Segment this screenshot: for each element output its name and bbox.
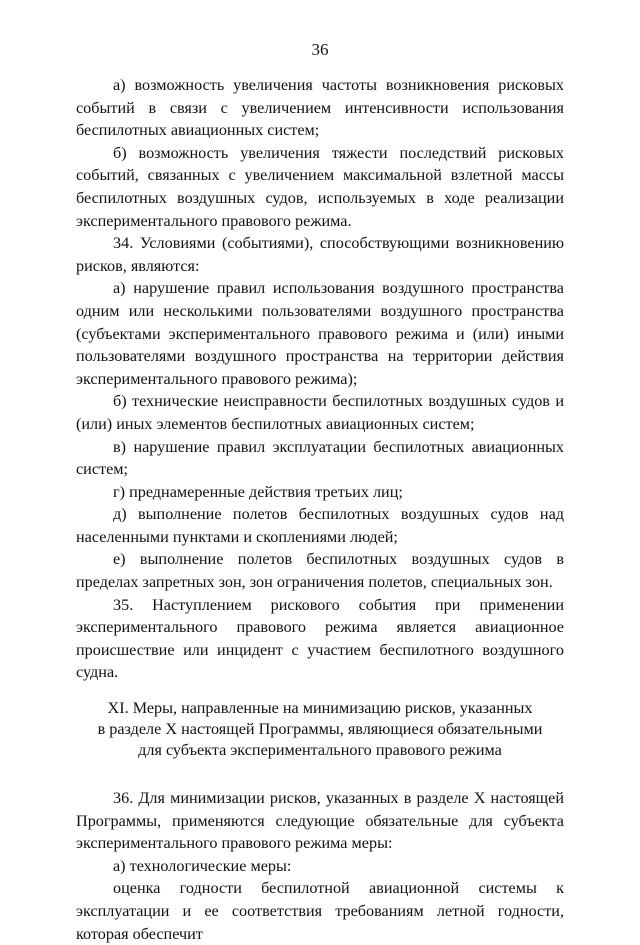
section-heading-line-1: XI. Меры, направленные на минимизацию рисков, указанных xyxy=(107,699,533,718)
page-number: 36 xyxy=(311,40,329,59)
section-heading-line-3: для субъекта экспериментального правового режима xyxy=(138,741,502,760)
paragraph-technical-faults: б) технические неисправности беспилотных воздушных судов и (или) иных элементов беспилотных авиационных систем; xyxy=(76,392,564,433)
section-heading xyxy=(76,698,564,761)
paragraph-item-36: 36. Для минимизации рисков, указанных в разделе X настоящей Программы, применяются следующие обязательные для субъекта экспериментального правового режима меры: xyxy=(76,789,564,853)
paragraph-item-34: 34. Условиями (событиями), способствующими возникновению рисков, являются: xyxy=(76,234,564,275)
paragraph-technological-measures: а) технологические меры: xyxy=(113,856,292,875)
paragraph-flights-over-settlements: д) выполнение полетов беспилотных воздушных судов над населенными пунктами и скоплениями людей; xyxy=(76,505,564,546)
paragraph-airworthiness-assessment: оценка годности беспилотной авиационной системы к эксплуатации и ее соответствия требованиям летной годности, которая обеспечит xyxy=(76,879,564,943)
paragraph-third-party-actions: г) преднамеренные действия третьих лиц; xyxy=(113,482,403,501)
section-heading-line-2: в разделе X настоящей Программы, являющиеся обязательными xyxy=(97,720,543,739)
paragraph-risk-frequency: а) возможность увеличения частоты возникновения рисковых событий в связи с увеличением интенсивности использования беспилотных авиационных систем; xyxy=(76,76,564,140)
paragraph-operation-violation: в) нарушение правил эксплуатации беспилотных авиационных систем; xyxy=(76,437,564,479)
paragraph-item-35: 35. Наступлением рискового события при применении экспериментального правового режима является авиационное происшествие или инцидент с участием беспилотного воздушного судна. xyxy=(76,595,564,682)
paragraph-risk-severity: б) возможность увеличения тяжести последствий рисковых событий, связанных с увеличением максимальной взлетной массы беспилотных воздушных судов, используемых в ходе реализации экспериментального правового режима. xyxy=(76,143,564,230)
paragraph-airspace-violation: а) нарушение правил использования воздушного пространства одним или несколькими пользователями воздушного пространства (субъектами экспериментального правового режима и (или) иными пользователями воздушного пространства на территории действия экспериментального правового режима); xyxy=(76,279,564,388)
document-body xyxy=(76,74,564,945)
paragraph-flights-restricted-zones: е) выполнение полетов беспилотных воздушных судов в пределах запретных зон, зон ограничения полетов, специальных зон. xyxy=(76,550,564,592)
